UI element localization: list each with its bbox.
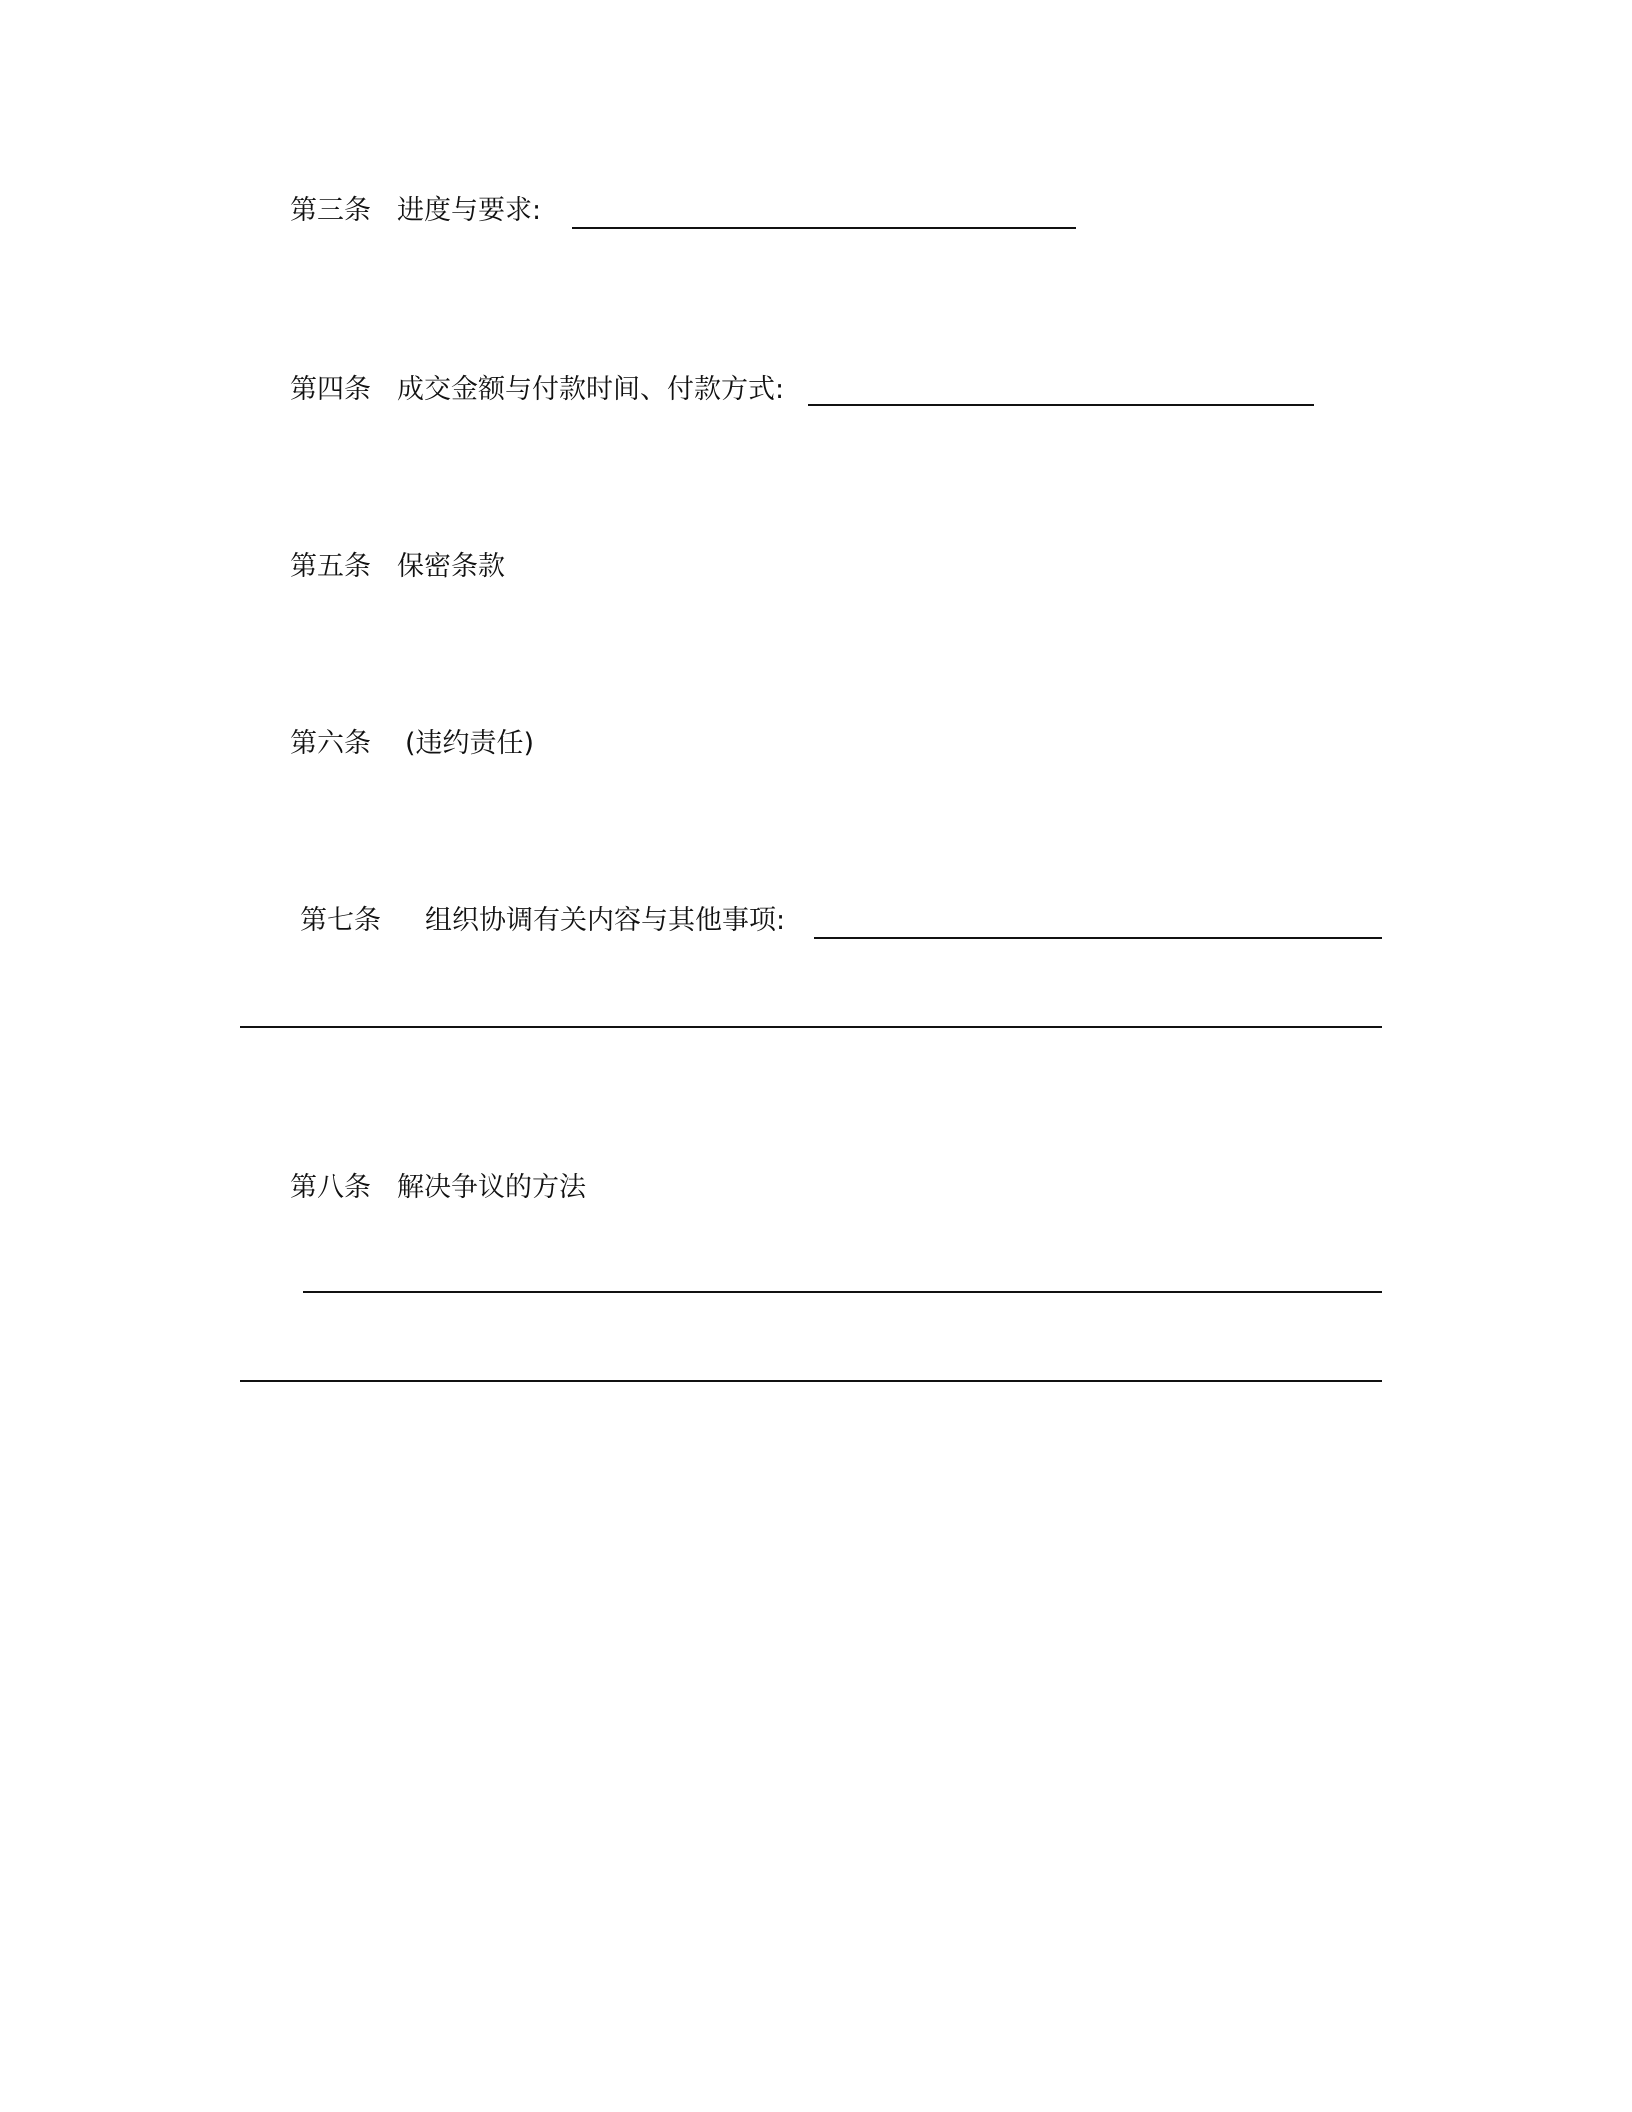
clause-4 bbox=[290, 372, 784, 408]
fill-in-line-dispute-resolution[interactable] bbox=[303, 1291, 1382, 1293]
fill-in-line-payment[interactable] bbox=[808, 404, 1314, 406]
clause-number: 第七条 bbox=[300, 905, 381, 936]
clause-number: 第四条 bbox=[290, 374, 371, 405]
clause-title: 解决争议的方法 bbox=[397, 1172, 586, 1203]
clause-title: 成交金额与付款时间、付款方式: bbox=[397, 374, 785, 405]
clause-7 bbox=[300, 903, 785, 939]
clause-title: (违约责任) bbox=[405, 728, 535, 759]
clause-title: 进度与要求: bbox=[397, 195, 542, 226]
clause-number: 第六条 bbox=[290, 728, 371, 759]
clause-5 bbox=[290, 549, 505, 585]
fill-in-line-other-matters-continued[interactable] bbox=[240, 1026, 1382, 1028]
fill-in-line-progress[interactable] bbox=[572, 227, 1076, 229]
clause-number: 第八条 bbox=[290, 1172, 371, 1203]
clause-3 bbox=[290, 193, 541, 229]
clause-8 bbox=[290, 1170, 586, 1206]
clause-title: 组织协调有关内容与其他事项: bbox=[425, 905, 786, 936]
clause-number: 第三条 bbox=[290, 195, 371, 226]
clause-number: 第五条 bbox=[290, 551, 371, 582]
fill-in-line-other-matters[interactable] bbox=[814, 937, 1382, 939]
clause-title: 保密条款 bbox=[397, 551, 505, 582]
fill-in-line-dispute-resolution-continued[interactable] bbox=[240, 1380, 1382, 1382]
clause-6 bbox=[290, 726, 534, 762]
